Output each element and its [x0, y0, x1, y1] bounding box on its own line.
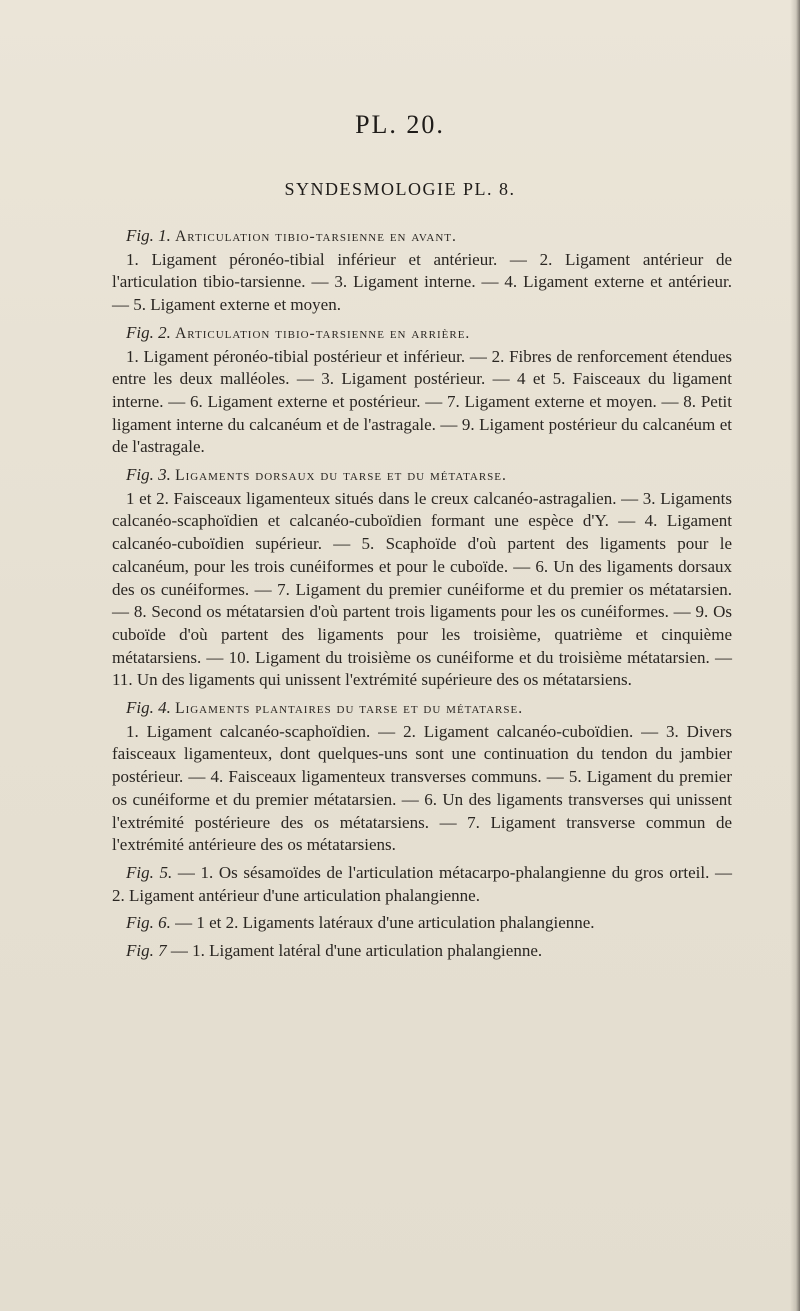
figure-6-label: Fig. 6. [126, 913, 171, 933]
figure-7-label: Fig. 7 [126, 941, 167, 961]
figure-7-body: — 1. Ligament latéral d'une articulation phalangienne. [170, 941, 543, 961]
figure-2-title: Articulation tibio-tarsienne en arrière. [175, 324, 471, 342]
figure-1-label: Fig. 1. [126, 226, 171, 245]
figure-1-body: 1. Ligament péronéo-tibial inférieur et antérieur. — 2. Ligament antérieur de l'articulation tibio-tarsienne. — 3. Ligament interne. — 4. Ligament externe et antérieur. — 5. Ligament externe et moyen. [112, 249, 732, 315]
figure-4-entry [112, 697, 732, 857]
section-title: SYNDESMOLOGIE PL. 8. [284, 179, 516, 199]
figure-6-body: — 1 et 2. Ligaments latéraux d'une articulation phalangienne. [175, 913, 595, 933]
plate-number: PL. 20. [355, 110, 445, 139]
figure-4-title: Ligaments plantaires du tarse et du métatarse. [175, 700, 524, 718]
figure-1-title: Articulation tibio-tarsienne en avant. [175, 228, 457, 245]
figure-7-text [112, 940, 732, 963]
figure-4-body: 1. Ligament calcanéo-scaphoïdien. — 2. Ligament calcanéo-cuboïdien. — 3. Divers faisceaux ligamenteux, dont quelques-uns sont une continuation du tendon du jambier postérieur. — 4. Faisceaux ligamenteux transverses communs. — 5. Ligament du premier os cunéiforme et du premier métatarsien. — 6. Un des ligaments transverses qui unissent l'extrémité postérieure des os métatarsiens. — 7. Ligament transverse commun de l'extrémité antérieure des os métatarsiens. [112, 721, 732, 855]
figure-3-heading [112, 464, 732, 488]
figure-1-entry [112, 225, 732, 317]
figure-2-label: Fig. 2. [126, 322, 171, 342]
figure-6-entry [112, 912, 732, 935]
figure-6-text [112, 912, 732, 935]
legend-text [112, 225, 732, 968]
figure-2-body: 1. Ligament péronéo-tibial postérieur et inférieur. — 2. Fibres de renforcement étendues entre les deux malléoles. — 3. Ligament postérieur. — 4 et 5. Faisceaux du ligament interne. — 6. Ligament externe et postérieur. — 7. Ligament externe et moyen. — 8. Petit ligament interne du calcanéum et de l'astragale. — 9. Ligament postérieur du calcanéum et de l'astragale. [112, 346, 732, 457]
figure-3-label: Fig. 3. [126, 465, 171, 485]
figure-3-entry [112, 464, 732, 692]
figure-1-heading [112, 225, 732, 249]
figure-4-heading [112, 697, 732, 721]
figure-5-label: Fig. 5. [126, 862, 173, 882]
figure-3-title: Ligaments dorsaux du tarse et du métatarse. [175, 467, 507, 485]
figure-5-body: — 1. Os sésamoïdes de l'articulation métacarpo-phalangienne du gros orteil. — 2. Ligament antérieur d'une articulation phalangienne. [112, 862, 733, 905]
figure-5-entry [112, 862, 732, 907]
figure-2-heading [112, 322, 732, 346]
figure-2-entry [112, 322, 732, 459]
figure-5-text [112, 862, 732, 907]
figure-3-body: 1 et 2. Faisceaux ligamenteux situés dans le creux calcanéo-astragalien. — 3. Ligaments calcanéo-scaphoïdien et calcanéo-cuboïdien formant une espèce d'Y. — 4. Ligament calcanéo-cuboïdien supérieur. — 5. Scaphoïde d'où partent des ligaments pour le calcanéum, pour les trois cunéiformes et pour le cuboïde. — 6. Un des ligaments dorsaux des os cunéiformes. — 7. Ligament du premier cunéiforme et du premier os métatarsien. — 8. Second os métatarsien d'où partent trois ligaments pour les os cunéiformes. — 9. Os cuboïde d'où partent des ligaments pour les troisième, quatrième et cinquième métatarsiens. — 10. Ligament du troisième os cunéiforme et du troisième métatarsien. — 11. Un des ligaments qui unissent l'extrémité supérieure des os métatarsiens. [112, 488, 732, 690]
figure-4-label: Fig. 4. [126, 698, 171, 718]
figure-7-entry [112, 940, 732, 963]
